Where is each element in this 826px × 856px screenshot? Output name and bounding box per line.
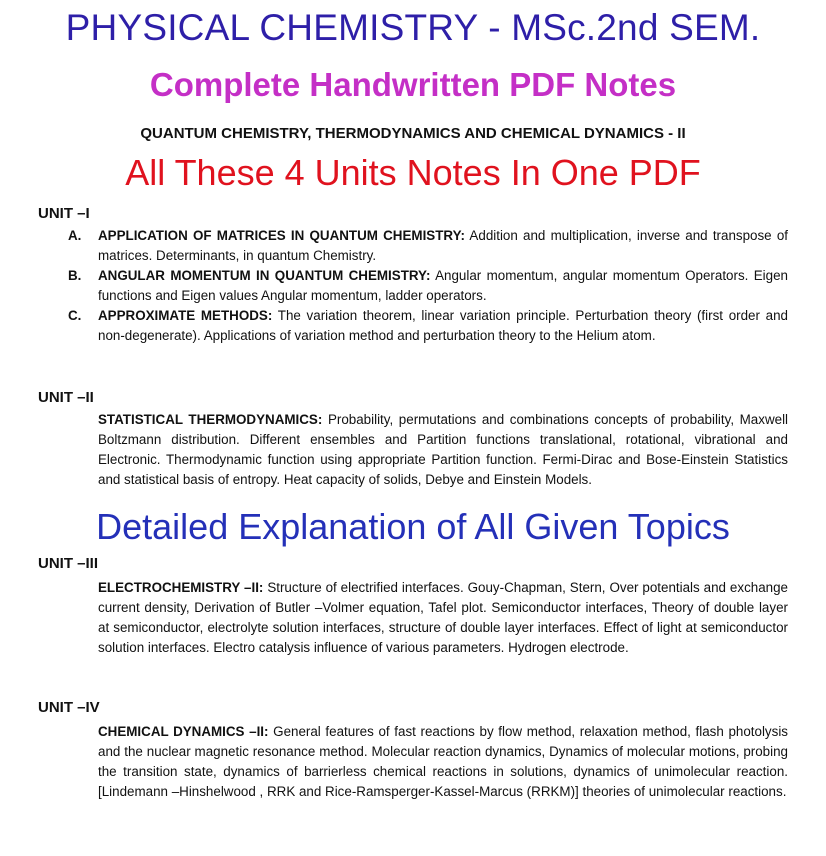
unit-2-body bbox=[98, 410, 788, 490]
unit-4-text: General features of fast reactions by flow method, relaxation method, flash photolysis and the nuclear magnetic resonance method. Molecular reaction dynamics, Dynamics of molecular motions, probing the transition state, dynamics of barrierless chemical reactions in solutions, dynamics of unimolecular reaction. [Lindemann –Hinshelwood , RRK and Rice-Ramsperger-Kassel-Marcus (RRKM)] theories of unimolecular reactions. bbox=[98, 724, 788, 799]
item-heading: APPROXIMATE METHODS: bbox=[98, 308, 273, 323]
banner-middle: Detailed Explanation of All Given Topics bbox=[96, 506, 730, 547]
item-heading: ANGULAR MOMENTUM IN QUANTUM CHEMISTRY: bbox=[98, 268, 431, 283]
unit-1-item-c bbox=[68, 306, 788, 346]
unit-4-body bbox=[98, 722, 788, 802]
unit-3-text: Structure of electrified interfaces. Gouy-Chapman, Stern, Over potentials and exchange current density, Derivation of Butler –Volmer equation, Tafel plot. Semiconductor interfaces, Theory of double layer at semiconductor, electrolyte solution interfaces, structure of double layer interfaces. Effect of light at semiconductor solution interfaces. Electro catalysis influence of various parameters. Hydrogen electrode. bbox=[98, 580, 789, 655]
item-text: Addition and multiplication, inverse and transpose of matrices. Determinants, in quantum Chemistry. bbox=[98, 228, 788, 263]
item-text: The variation theorem, linear variation principle. Perturbation theory (first order and non-degenerate). Applications of variation method and perturbation theory to the Helium atom. bbox=[98, 308, 788, 343]
course-title: QUANTUM CHEMISTRY, THERMODYNAMICS AND CHEMICAL DYNAMICS - II bbox=[140, 125, 686, 142]
unit-2-heading: UNIT –II bbox=[38, 389, 94, 406]
item-marker: B. bbox=[68, 268, 82, 283]
unit-2-text: Probability, permutations and combinations concepts of probability, Maxwell Boltzmann distribution. Different ensembles and Partition functions translational, rotational, vibrational and Electronic. Thermodynamic function using appropriate Partition function. Fermi-Dirac and Bose-Einstein Statistics and statistical basis of entropy. Heat capacity of solids, Debye and Einstein Models. bbox=[98, 412, 789, 487]
item-marker: A. bbox=[68, 228, 82, 243]
page-title: PHYSICAL CHEMISTRY - MSc.2nd SEM. bbox=[65, 7, 761, 48]
item-heading: APPLICATION OF MATRICES IN QUANTUM CHEMISTRY: bbox=[98, 228, 465, 243]
unit-4-topic: CHEMICAL DYNAMICS –II: bbox=[98, 724, 269, 739]
unit-1-item-b bbox=[68, 266, 788, 306]
unit-3-topic: ELECTROCHEMISTRY –II: bbox=[98, 580, 264, 595]
item-body bbox=[98, 306, 788, 346]
unit-1-heading: UNIT –I bbox=[38, 205, 90, 222]
item-body bbox=[98, 226, 788, 266]
item-body bbox=[98, 266, 788, 306]
unit-3-body bbox=[98, 578, 788, 658]
unit-2-topic: STATISTICAL THERMODYNAMICS: bbox=[98, 412, 323, 427]
item-text: Angular momentum, angular momentum Operators. Eigen functions and Eigen values Angular momentum, ladder operators. bbox=[98, 268, 788, 303]
unit-1-item-a bbox=[68, 226, 788, 266]
banner-top: All These 4 Units Notes In One PDF bbox=[125, 152, 701, 193]
unit-3-heading: UNIT –III bbox=[38, 555, 99, 572]
page-subtitle: Complete Handwritten PDF Notes bbox=[149, 66, 677, 103]
unit-4-heading: UNIT –IV bbox=[38, 699, 100, 716]
item-marker: C. bbox=[68, 308, 82, 323]
